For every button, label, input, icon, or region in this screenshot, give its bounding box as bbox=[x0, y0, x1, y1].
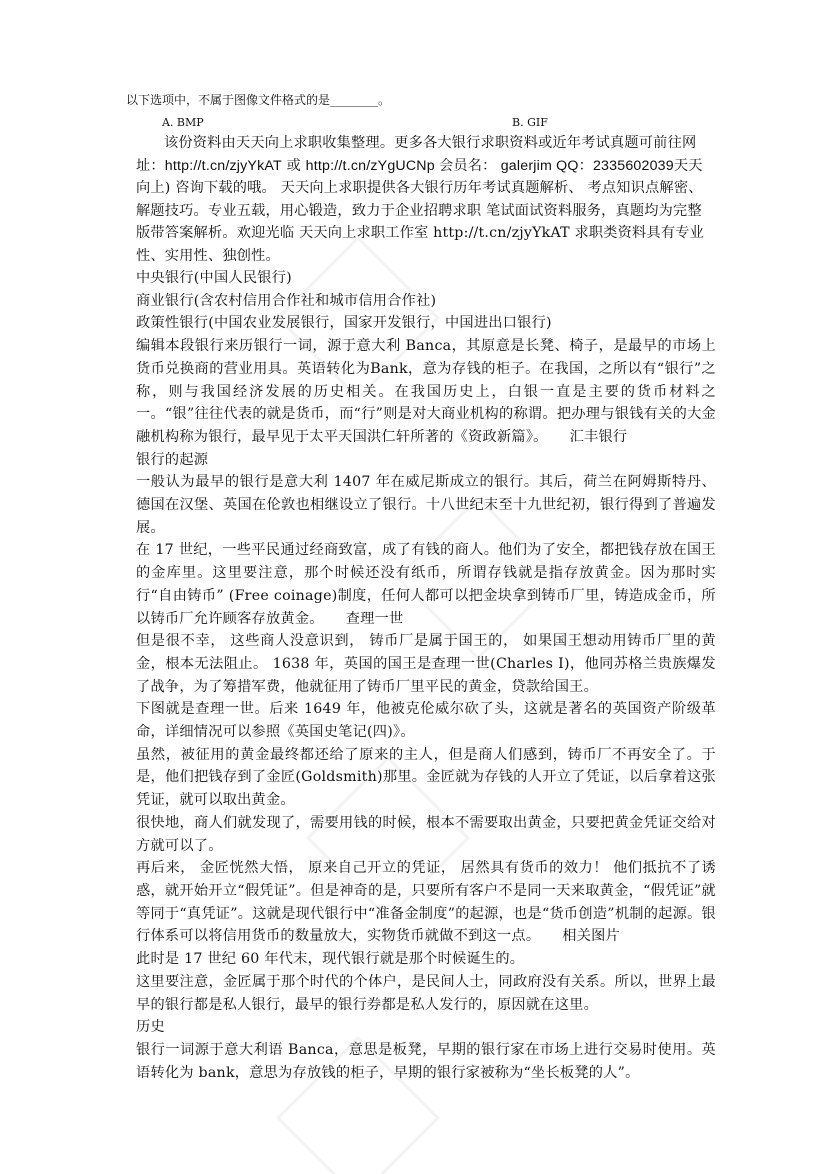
section-heading: 银行的起源 bbox=[136, 451, 209, 468]
intro-paragraph bbox=[136, 132, 716, 267]
image-caption: 汇丰银行 bbox=[569, 428, 628, 445]
document-page bbox=[126, 90, 716, 1084]
paragraph: 很快地，商人们就发现了，需要用钱的时候，根本不需要取出黄金，只要把黄金凭证交给对方就可以了。 bbox=[136, 814, 716, 854]
paragraph: 下图就是查理一世。后来 1649 年，他被克伦威尔砍了头，这就是著名的英国资产阶级革命，详细情况可以参照《英国史笔记(四)》。 bbox=[136, 701, 716, 741]
paragraph: 银行一词源于意大利语 Banca，意思是板凳，早期的银行家在市场上进行交易时使用。英语转化为 bank，意思为存放钱的柜子，早期的银行家被称为“坐长板凳的人”。 bbox=[136, 1041, 716, 1081]
image-caption: 查理一世 bbox=[345, 610, 404, 627]
paragraph: 虽然，被征用的黄金最终都还给了原来的主人，但是商人们感到，铸币厂不再安全了。于是，他们把钱存到了金匠(Goldsmith)那里。金匠就为存钱的人开立了凭证，以后拿着这张凭证，就可以取出黄金。 bbox=[136, 746, 716, 809]
option-b: B. GIF bbox=[512, 116, 548, 129]
paragraph-text: 编辑本段银行来历银行一词，源于意大利 Banca，其原意是长凳、椅子，是最早的市场上货币兑换商的营业用具。英语转化为Bank，意为存钱的柜子。在我国，之所以有“银行”之称，则与我国经济发展的历史相关。在我国历史上，白银一直是主要的货币材料之一。“银”往往代表的就是货币，而“行”则是对大商业机构的称谓。把办理与银钱有关的大金融机构称为银行，最早见于太平天国洪仁轩所著的《资政新篇》。 bbox=[136, 338, 716, 445]
question-prompt: 以下选项中，不属于图像文件格式的是________。 bbox=[126, 93, 391, 107]
paragraph bbox=[136, 539, 716, 630]
paragraph: 商业银行(含农村信用合作社和城市信用合作社) bbox=[136, 292, 437, 309]
paragraph-text: 在 17 世纪，一些平民通过经商致富，成了有钱的商人。他们为了安全，都把钱存放在国王的金库里。这里要注意，那个时候还没有纸币，所谓存钱就是指存放黄金。因为那时实行“自由铸币” (Free coinage)制度，任何人都可以把金块拿到铸币厂里，铸造成金币，所以铸币厂允许顾客存放黄金。 bbox=[136, 542, 716, 627]
link-url-2[interactable]: http://t.cn/zYgUCNp bbox=[305, 157, 435, 174]
option-a: A. BMP bbox=[162, 116, 204, 129]
paragraph: 政策性银行(中国农业发展银行，国家开发银行，中国进出口银行) bbox=[136, 315, 552, 332]
paragraph: 一般认为最早的银行是意大利 1407 年在威尼斯成立的银行。其后，荷兰在阿姆斯特丹、德国在汉堡、英国在伦敦也相继设立了银行。十八世纪末至十九世纪初，银行得到了普遍发展。 bbox=[136, 474, 716, 536]
intro-text-2: 天天向上) 咨询下载的哦。 天天向上求职提供各大银行历年考试真题解析、 考点知识点解密、解题技巧。专业五载，用心锻造，致力于企业招聘求职 笔试面试资料服务，真题均为完整版带答案解析。欢迎光临 天天向上求职工作室 http://t.cn/zjyYkAT 求职类资料具有专业性、实用性、独创性。 bbox=[136, 157, 704, 264]
paragraph bbox=[136, 335, 716, 449]
intro-text: 该份资料由天天向上求职收集整理。更多各大银行求职资料或近年考试真题可前往网址： bbox=[136, 135, 697, 174]
link-url-1[interactable]: http://t.cn/zjyYkAT bbox=[164, 157, 282, 174]
question-options bbox=[136, 114, 716, 132]
paragraph: 中央银行(中国人民银行) bbox=[136, 270, 292, 286]
section-heading: 历史 bbox=[136, 1019, 165, 1036]
paragraph-text: 再后来， 金匠恍然大悟， 原来自己开立的凭证， 居然具有货币的效力！ 他们抵抗不了诱惑，就开始开立“假凭证”。但是神奇的是，只要所有客户不是同一天来取黄金，“假凭证”就等同于“真凭证”。这就是现代银行中“准备金制度”的起源，也是“货币创造”机制的起源。银行体系可以将信用货币的数量放大，实物货币就做不到这一点。 bbox=[136, 860, 716, 945]
member-info: 会员名： galerjim QQ：2335602039 bbox=[434, 157, 674, 174]
image-caption: 相关图片 bbox=[562, 928, 621, 945]
intro-or: 或 bbox=[281, 157, 306, 174]
paragraph bbox=[136, 857, 716, 948]
paragraph: 这里要注意，金匠属于那个时代的个体户，是民间人士，同政府没有关系。所以，世界上最早的银行都是私人银行，最早的银行券都是私人发行的，原因就在这里。 bbox=[136, 973, 716, 1013]
paragraph: 但是很不幸， 这些商人没意识到， 铸币厂是属于国王的， 如果国王想动用铸币厂里的黄金，根本无法阻止。 1638 年，英国的国王是查理一世(Charles I)，他同苏格兰贵族爆发了战争，为了筹措军费，他就征用了铸币厂里平民的黄金，贷款给国王。 bbox=[136, 633, 716, 695]
paragraph: 此时是 17 世纪 60 年代末，现代银行就是那个时候诞生的。 bbox=[136, 951, 525, 968]
